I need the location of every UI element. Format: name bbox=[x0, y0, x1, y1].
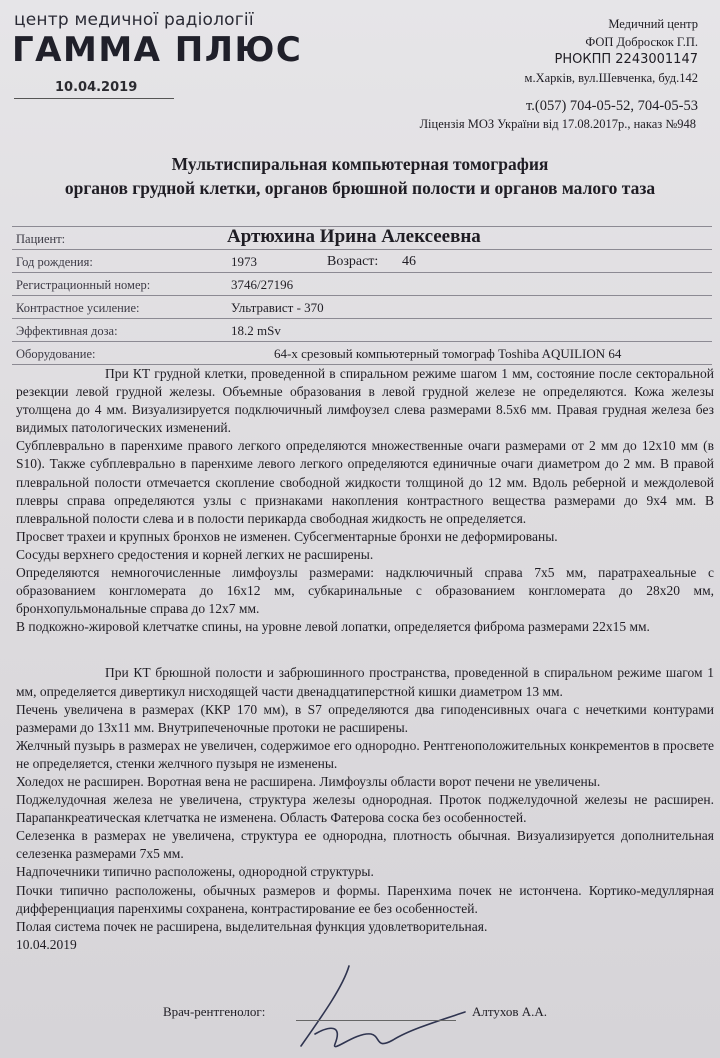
age-value: 46 bbox=[402, 254, 416, 269]
logo-title: ГАММА ПЛЮС bbox=[12, 30, 303, 70]
field-label: Пациент: bbox=[16, 232, 66, 246]
abdomen-paragraph: Поджелудочная железа не увеличена, структура железы однородная. Проток поджелудочной железы не расширен. Парапанкреатическая клетчатка не изменена. Область Фатерова соска без особенностей. bbox=[16, 792, 714, 826]
title-line: Мультиспиральная компьютерная томография bbox=[171, 154, 549, 174]
field-label: Контрастное усиление: bbox=[16, 301, 140, 315]
dose-value: 18.2 mSv bbox=[231, 323, 281, 338]
org-line: м.Харків, вул.Шевченка, буд.142 bbox=[524, 71, 698, 85]
report-date: 10.04.2019 bbox=[16, 936, 77, 952]
abdomen-paragraph: Полая система почек не расширена, выделительная функция удовлетворительная. bbox=[16, 918, 488, 934]
age-label: Возраст: bbox=[327, 254, 379, 269]
chest-paragraph: Субплеврально в паренхиме правого легкого определяются множественные очаги размерами от 2 мм до 12х10 мм (в S10). Также субплеврально в паренхиме левого легкого определяются единичные очаги диаметром до 2 мм. В правой плевральной полости отмечается скопление свободной жидкости толщиной до 12 мм. Вдоль реберной и междолевой плевры справа определяются узлы с признаками накопления контрастного вещества размерами до 9х4 мм. В плевральной полости слева и в полости перикарда свободная жидкость не определяется. bbox=[16, 438, 714, 526]
contrast-value: Ультравист - 370 bbox=[231, 300, 324, 315]
org-line: Медичний центр bbox=[608, 17, 698, 31]
patient-row-dose bbox=[12, 319, 712, 342]
chest-paragraph: Сосуды верхнего средостения и корней легких не расширены. bbox=[16, 546, 374, 562]
logo-divider bbox=[14, 98, 174, 99]
field-label: Год рождения: bbox=[16, 255, 93, 269]
org-line: ФОП Доброскок Г.П. bbox=[585, 35, 698, 49]
org-line: РНОКПП 2243001147 bbox=[554, 52, 698, 67]
birth-year: 1973 bbox=[231, 254, 257, 269]
chest-paragraph: При КТ грудной клетки, проведенной в спиральном режиме шагом 1 мм, состояние после секторальной резекции левой грудной железы. Объемные образования в левой грудной железе не определяются. Кожа железы утолщена до 4 мм. Визуализируется подключичный лимфоузел слева размерами 8.5х6 мм. Правая грудная железа без видимых патологических изменений. bbox=[16, 366, 714, 436]
patient-name: Артюхина Ирина Алексеевна bbox=[227, 226, 481, 247]
field-label: Эффективная доза: bbox=[16, 324, 118, 338]
date-stamp: 10.04.2019 bbox=[55, 80, 138, 95]
signature-icon bbox=[285, 960, 475, 1058]
title-line: органов грудной клетки, органов брюшной полости и органов малого таза bbox=[64, 178, 656, 198]
field-label: Оборудование: bbox=[16, 347, 96, 361]
report-title bbox=[0, 152, 720, 200]
chest-paragraph: Просвет трахеи и крупных бронхов не изменен. Субсегментарные бронхи не деформированы. bbox=[16, 528, 558, 544]
patient-row-contrast bbox=[12, 296, 712, 319]
chest-paragraph: Определяются немногочисленные лимфоузлы размерами: надключичный справа 7х5 мм, паратрахеальные с образованием конгломерата до 16х12 мм, субкаринальные с образованием конгломерата до 28х20 мм, бронхопульмональные справа до 12х7 мм. bbox=[16, 565, 714, 617]
equipment-value: 64-х срезовый компьютерный томограф Toshiba AQUILION 64 bbox=[274, 346, 622, 361]
abdomen-paragraph: Желчный пузырь в размерах не увеличен, содержимое его однородно. Рентгеноположительных конкрементов в просвете не определяется, стенки желчного пузыря не изменены. bbox=[16, 737, 714, 771]
abdomen-paragraph: Почки типично расположены, обычных размеров и формы. Паренхима почек не истончена. Кортико-медуллярная дифференциация паренхимы сохранена, контрастирование ее без особенностей. bbox=[16, 882, 714, 916]
abdomen-paragraph: Надпочечники типично расположены, однородной структуры. bbox=[16, 864, 374, 880]
signature-line bbox=[296, 1020, 456, 1021]
patient-row-equipment bbox=[12, 342, 712, 365]
abdomen-paragraph: Печень увеличена в размерах (ККР 170 мм), в S7 определяются два гиподенсивных очага с нечеткими контурами размерами до 13х11 мм. Внутрипеченочные протоки не расширены. bbox=[16, 701, 714, 735]
patient-table bbox=[12, 226, 712, 365]
patient-row-name bbox=[12, 226, 712, 250]
abdomen-paragraph: Селезенка в размерах не увеличена, структура ее однородна, плотность обычная. Визуализируется дополнительная селезенка размерами 7х5 мм. bbox=[16, 828, 714, 862]
abdomen-paragraph: Холедох не расширен. Воротная вена не расширена. Лимфоузлы области ворот печени не увеличены. bbox=[16, 773, 601, 789]
signer-name: Алтухов А.А. bbox=[472, 1004, 548, 1019]
report-body bbox=[16, 365, 714, 954]
signer-role: Врач-рентгенолог: bbox=[163, 1004, 266, 1019]
abdomen-paragraph: При КТ брюшной полости и забрюшинного пространства, проведенной в спиральном режиме шагом 1 мм, определяется дивертикул нисходящей части двенадцатиперстной кишки диаметром 13 мм. bbox=[16, 665, 714, 699]
field-label: Регистрационный номер: bbox=[16, 278, 151, 292]
patient-row-reg bbox=[12, 273, 712, 296]
patient-row-birth bbox=[12, 250, 712, 273]
org-phone: т.(057) 704-05-52, 704-05-53 bbox=[526, 98, 698, 114]
chest-paragraph: В подкожно-жировой клетчатке спины, на уровне левой лопатки, определяется фиброма размерами 22х15 мм. bbox=[16, 619, 650, 635]
reg-number: 3746/27196 bbox=[231, 277, 294, 292]
org-info bbox=[525, 15, 698, 115]
license-info: Ліцензія МОЗ України від 17.08.2017р., наказ №948 bbox=[419, 117, 696, 131]
section-gap bbox=[16, 636, 714, 664]
logo-subtitle: центр медичної радіології bbox=[14, 10, 254, 30]
